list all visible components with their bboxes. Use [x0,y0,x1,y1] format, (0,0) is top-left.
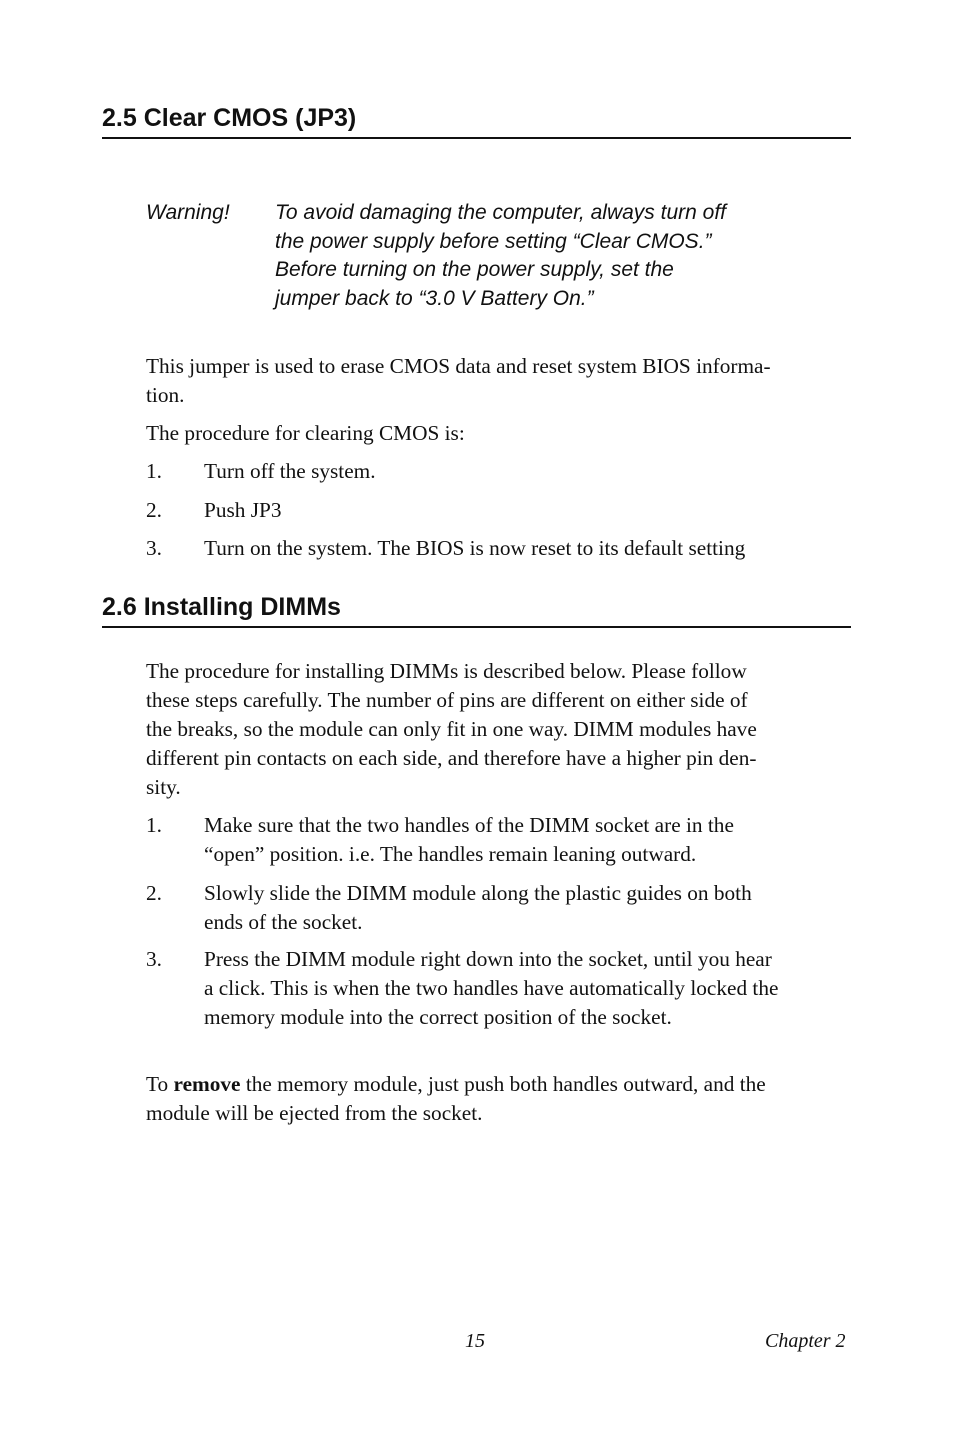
paragraph-line [146,1070,854,1099]
paragraph-line: the breaks, so the module can only fit in one way. DIMM modules have [146,717,757,741]
warning-label: Warning! [146,201,230,224]
step-number: 1. [146,459,162,483]
step-line: Press the DIMM module right down into the socket, until you hear [204,947,772,971]
paragraph-line: these steps carefully. The number of pins are different on either side of [146,688,748,712]
step-text [204,811,854,869]
paragraph-line: tion. [146,383,185,407]
step-text: Turn off the system. [204,459,376,483]
step-text: Turn on the system. The BIOS is now reset to its default setting [204,536,746,560]
step-line: ends of the socket. [204,910,363,934]
section-heading-clear-cmos: 2.5 Clear CMOS (JP3) [102,103,851,139]
chapter-label: Chapter 2 [765,1330,846,1352]
section-heading-installing-dimms: 2.6 Installing DIMMs [102,592,851,628]
remove-bold-word: remove [173,1072,241,1096]
step-line: a click. This is when the two handles have automatically locked the [204,976,779,1000]
paragraph-line: sity. [146,775,181,799]
cmos-procedure-intro: The procedure for clearing CMOS is: [146,421,465,445]
cmos-intro-paragraph [146,352,854,410]
step-text [204,945,854,1032]
remove-paragraph [146,1070,854,1128]
warning-line: Before turning on the power supply, set the [275,258,674,282]
step-line: “open” position. i.e. The handles remain leaning outward. [204,842,697,866]
step-text: Push JP3 [204,498,282,522]
remove-rest: the memory module, just push both handles outward, and the [240,1072,766,1096]
step-line: memory module into the correct position of the socket. [204,1005,672,1029]
warning-line: the power supply before setting “Clear CMOS.” [275,229,712,253]
warning-text [275,199,815,314]
step-number: 2. [146,498,162,522]
warning-line: jumper back to “3.0 V Battery On.” [275,287,594,311]
step-line: Make sure that the two handles of the DIMM socket are in the [204,813,734,837]
dimm-intro-paragraph [146,657,854,802]
paragraph-line: The procedure for installing DIMMs is described below. Please follow [146,659,747,683]
warning-line: To avoid damaging the computer, always turn off [275,201,726,224]
step-text [204,879,854,937]
remove-prefix: To [146,1072,174,1096]
paragraph-line: module will be ejected from the socket. [146,1101,483,1125]
step-number: 2. [146,881,162,905]
page-number: 15 [465,1330,485,1352]
step-number: 3. [146,536,162,560]
paragraph-line: different pin contacts on each side, and therefore have a higher pin den- [146,746,757,770]
paragraph-line: This jumper is used to erase CMOS data and reset system BIOS informa- [146,354,771,378]
step-line: Slowly slide the DIMM module along the plastic guides on both [204,881,752,905]
step-number: 1. [146,813,162,837]
step-number: 3. [146,947,162,971]
